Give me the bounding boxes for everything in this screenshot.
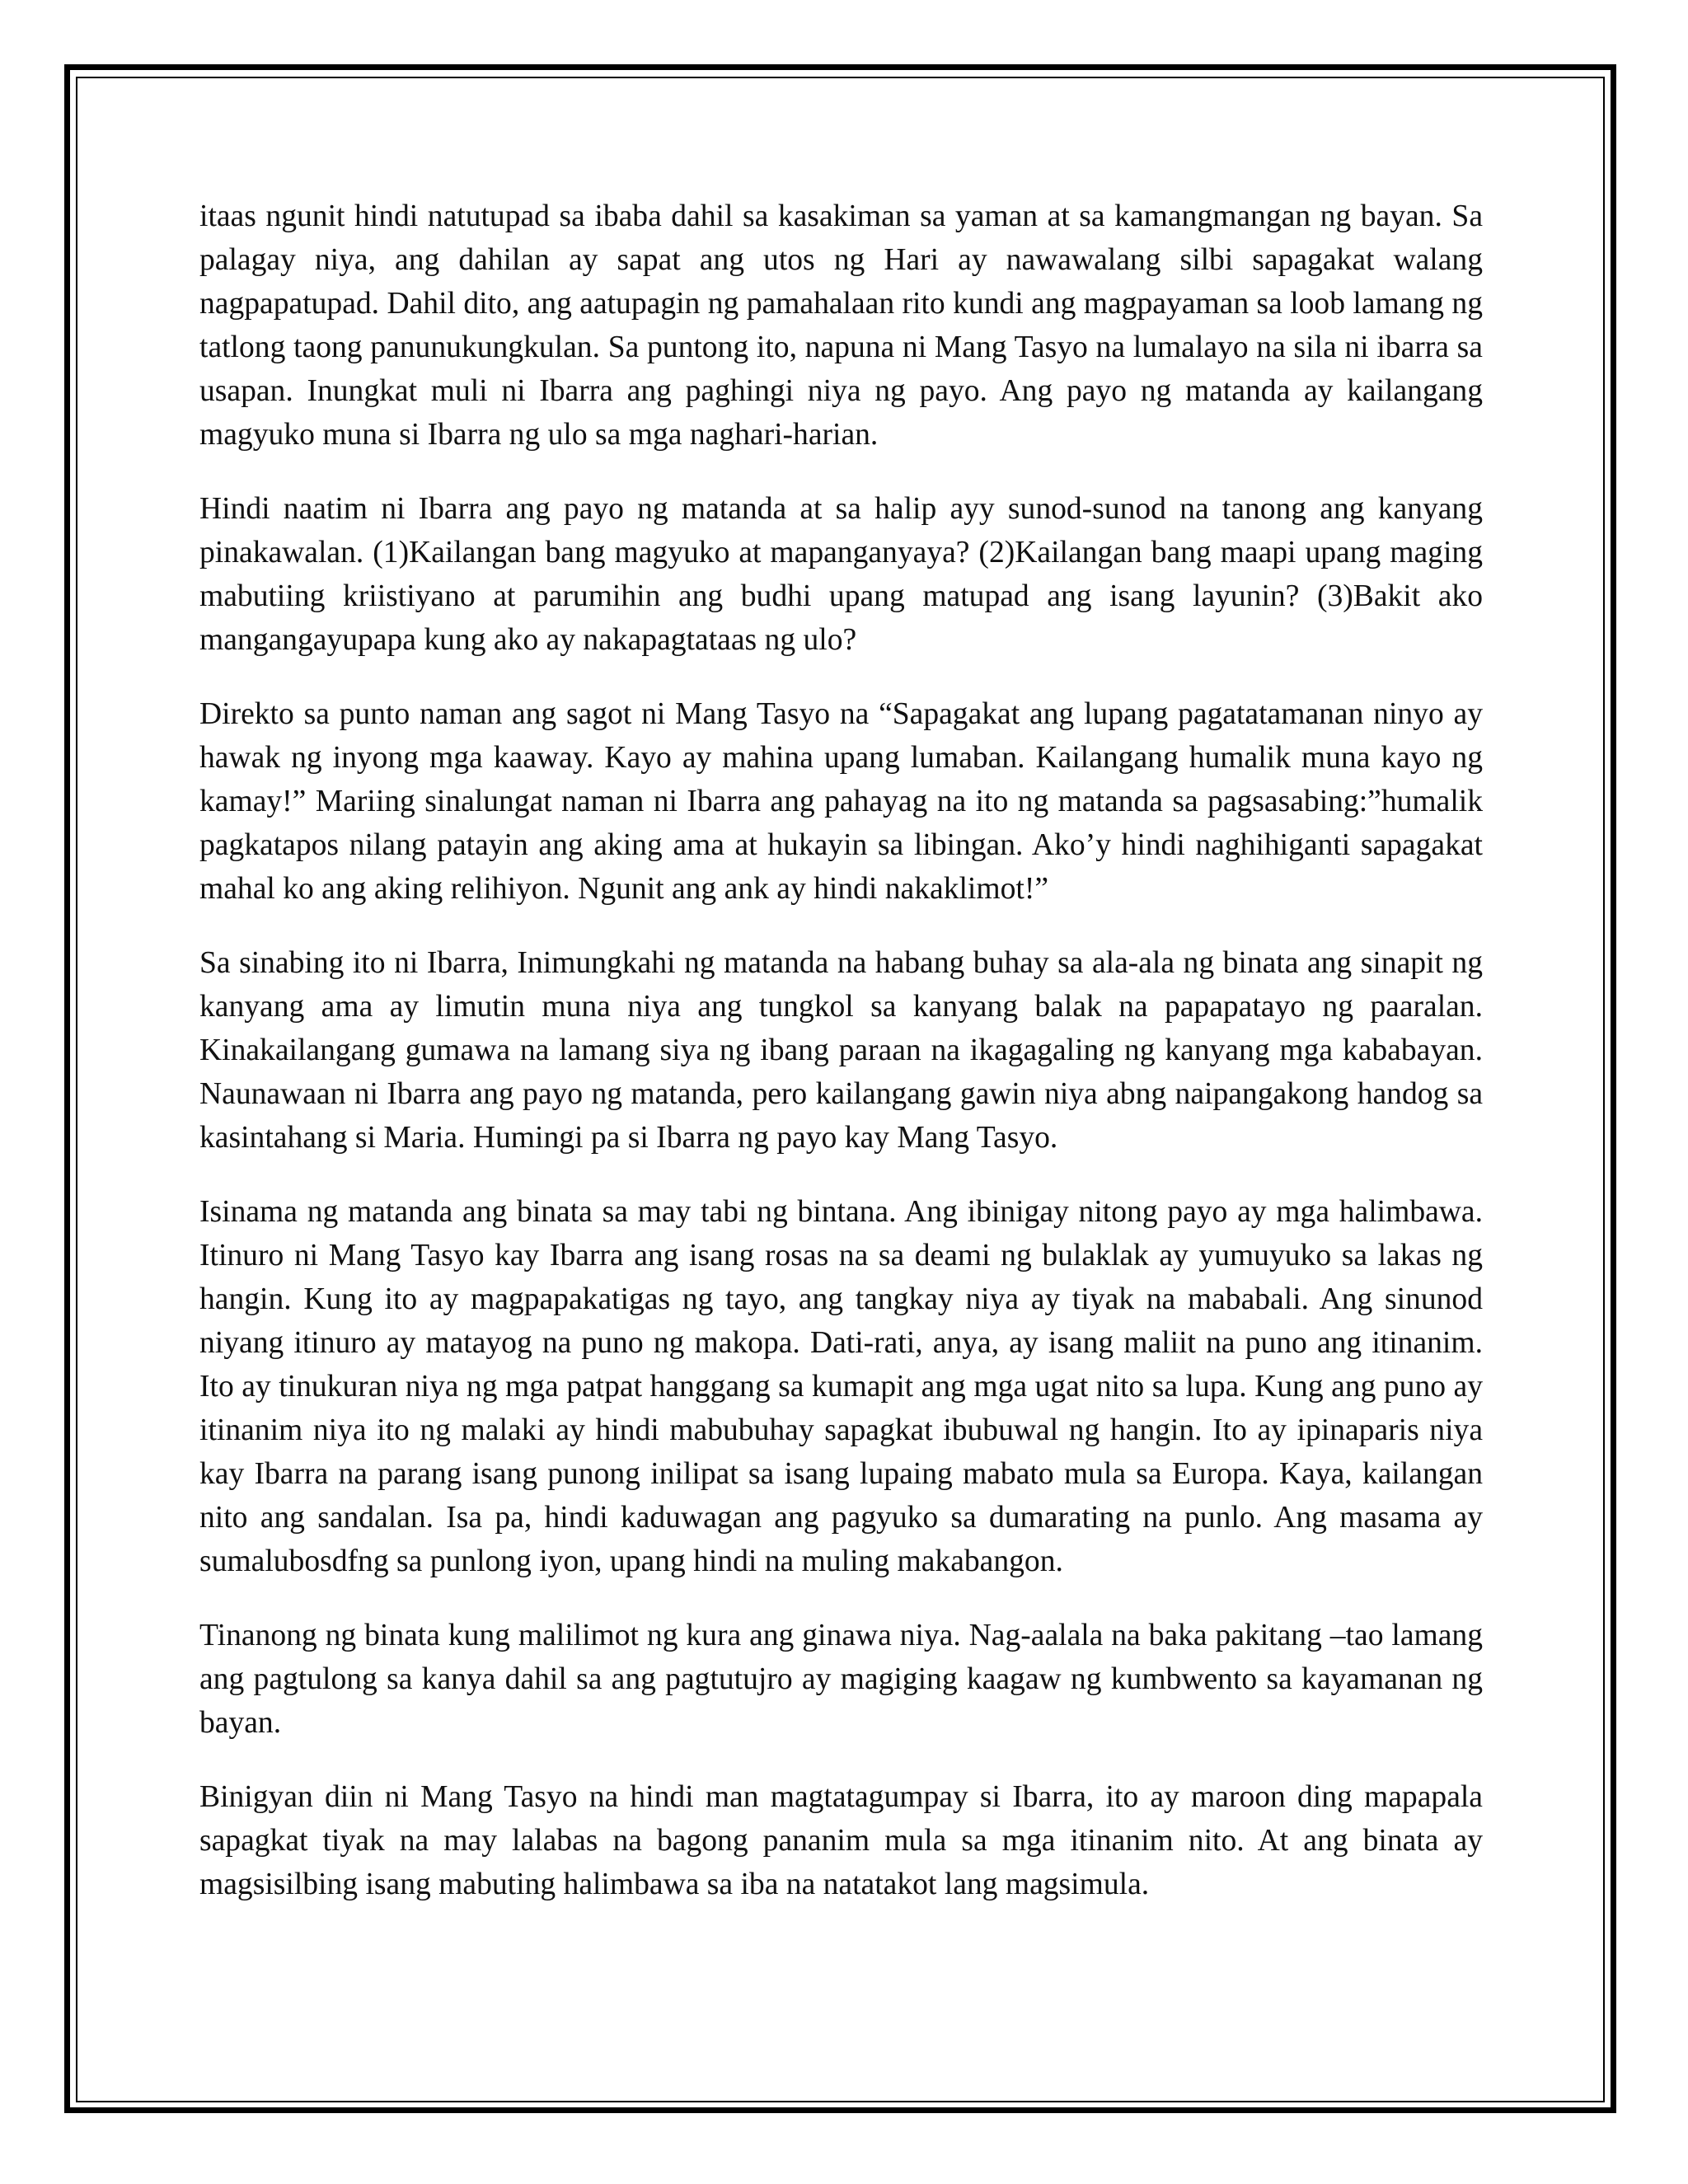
paragraph: Sa sinabing ito ni Ibarra, Inimungkahi ng matanda na habang buhay sa ala-ala ng binata ang sinapit ng kanyang ama ay limutin muna niya ang tungkol sa kanyang balak na papapatayo ng paaralan. Kinakailangang gumawa na lamang siya ng ibang paraan na ikagagaling ng kanyang mga kababayan. Naunawaan ni Ibarra ang payo ng matanda, pero kailangang gawin niya abng naipangakong handog sa kasintahang si Maria. Humingi pa si Ibarra ng payo kay Mang Tasyo. — [199, 946, 1483, 1155]
paragraph: itaas ngunit hindi natutupad sa ibaba dahil sa kasakiman sa yaman at sa kamangmangan ng bayan. Sa palagay niya, ang dahilan ay sapat ang utos ng Hari ay nawawalang silbi sapagakat walang nagpapatupad. Dahil dito, ang aatupagin ng pamahalaan rito kundi ang magpayaman sa loob lamang ng tatlong taong panunukungkulan. Sa puntong ito, napuna ni Mang Tasyo na lumalayo na sila ni ibarra sa usapan. Inungkat muli ni Ibarra ang paghingi niya ng payo. Ang payo ng matanda ay kailangang magyuko muna si Ibarra ng ulo sa mga naghari-harian. — [199, 199, 1483, 452]
paragraph: Direkto sa punto naman ang sagot ni Mang Tasyo na “Sapagakat ang lupang pagatatamanan ninyo ay hawak ng inyong mga kaaway. Kayo ay mahina upang lumaban. Kailangang humalik muna kayo ng kamay!” Mariing sinalungat naman ni Ibarra ang pahayag na ito ng matanda sa pagsasabing:”humalik pagkatapos nilang patayin ang aking ama at hukayin sa libingan. Ako’y hindi naghihiganti sapagakat mahal ko ang aking relihiyon. Ngunit ang ank ay hindi nakaklimot!” — [199, 697, 1483, 906]
paragraph: Tinanong ng binata kung malilimot ng kura ang ginawa niya. Nag-aalala na baka pakitang –tao lamang ang pagtulong sa kanya dahil sa ang pagtutujro ay magiging kaagaw ng kumbwento sa kayamanan ng bayan. — [199, 1619, 1483, 1740]
paragraph: Hindi naatim ni Ibarra ang payo ng matanda at sa halip ayy sunod-sunod na tanong ang kanyang pinakawalan. (1)Kailangan bang magyuko at mapanganyaya? (2)Kailangan bang maapi upang maging mabutiing kriistiyano at parumihin ang budhi upang matupad ang isang layunin? (3)Bakit ako mangangayupapa kung ako ay nakapagtataas ng ulo? — [199, 492, 1483, 657]
document-body — [199, 194, 1483, 1937]
paragraph: Isinama ng matanda ang binata sa may tabi ng bintana. Ang ibinigay nitong payo ay mga halimbawa. Itinuro ni Mang Tasyo kay Ibarra ang isang rosas na sa deami ng bulaklak ay yumuyuko sa lakas ng hangin. Kung ito ay magpapakatigas ng tayo, ang tangkay niya ay tiyak na mababali. Ang sinunod niyang itinuro ay matayog na puno ng makopa. Dati-rati, anya, ay isang maliit na puno ang itinanim. Ito ay tinukuran niya ng mga patpat hanggang sa kumapit ang mga ugat nito sa lupa. Kung ang puno ay itinanim niya ito ng malaki ay hindi mabubuhay sapagkat ibubuwal ng hangin. Ito ay ipinaparis niya kay Ibarra na parang isang punong inilipat sa isang lupaing mabato mula sa Europa. Kaya, kailangan nito ang sandalan. Isa pa, hindi kaduwagan ang pagyuko sa dumarating na punlo. Ang masama ay sumalubosdfng sa punlong iyon, upang hindi na muling makabangon. — [199, 1195, 1483, 1578]
paragraph: Binigyan diin ni Mang Tasyo na hindi man magtatagumpay si Ibarra, ito ay maroon ding mapapala sapagkat tiyak na may lalabas na bagong pananim mula sa mga itinanim nito. At ang binata ay magsisilbing isang mabuting halimbawa sa iba na natatakot lang magsimula. — [199, 1780, 1483, 1901]
